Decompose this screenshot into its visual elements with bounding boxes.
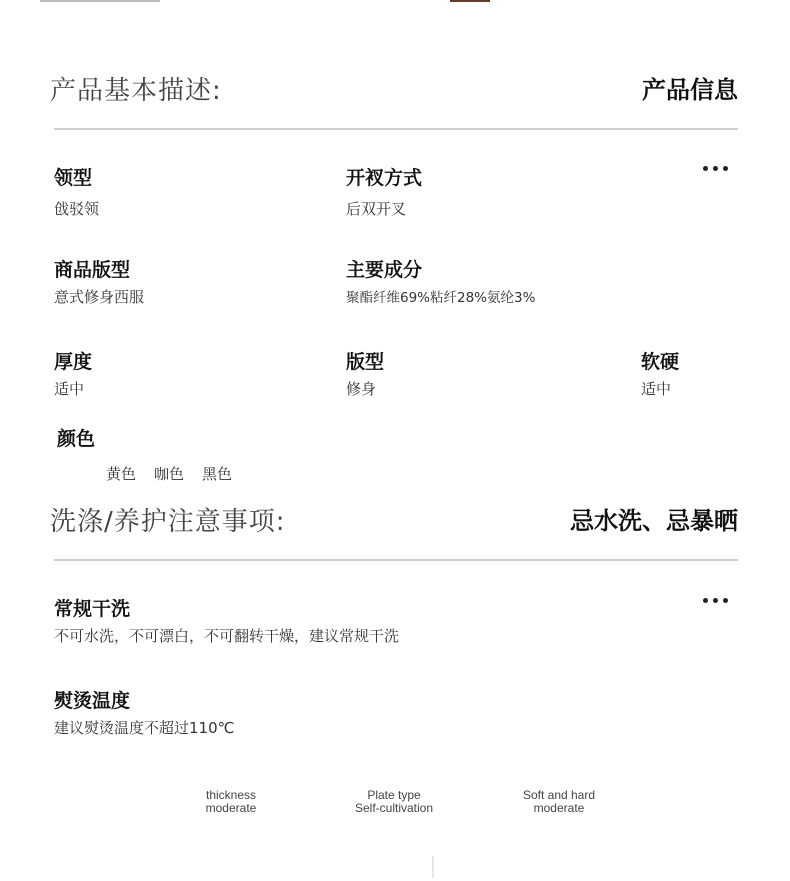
info-divider — [54, 128, 738, 130]
vent-value: 后双开叉 — [346, 200, 407, 218]
vent-label: 开衩方式 — [346, 167, 423, 189]
color-option-yellow[interactable]: 黄色 — [106, 465, 137, 483]
softness-label: 软硬 — [641, 351, 680, 373]
more-dots-icon[interactable] — [703, 166, 728, 171]
caption-plate-type: Plate type Self-cultivation — [354, 788, 434, 815]
care-section-title: 洗涤/养护注意事项: — [50, 507, 286, 537]
material-label: 主要成分 — [346, 259, 423, 281]
fit-label: 商品版型 — [54, 259, 131, 281]
bottom-decoration — [432, 856, 434, 878]
care-divider — [54, 559, 738, 561]
color-label: 颜色 — [57, 428, 96, 450]
thickness-value: 适中 — [54, 380, 85, 398]
info-section-right-title: 产品信息 — [642, 76, 738, 104]
color-option-black[interactable]: 黑色 — [202, 465, 233, 483]
collar-value: 戗驳领 — [54, 200, 100, 218]
caption-soft-hard: Soft and hard moderate — [522, 788, 596, 815]
top-edge-decoration-left — [40, 0, 160, 2]
washing-label: 常规干洗 — [54, 598, 131, 620]
care-section-right-title: 忌水洗、忌暴晒 — [570, 507, 738, 535]
collar-label: 领型 — [54, 167, 93, 189]
ironing-value: 建议熨烫温度不超过110℃ — [54, 719, 235, 737]
softness-value: 适中 — [641, 380, 672, 398]
caption-thickness: thickness moderate — [205, 788, 257, 815]
cut-label: 版型 — [346, 351, 385, 373]
info-section-title: 产品基本描述: — [50, 76, 222, 106]
material-value: 聚酯纤维69%粘纤28%氨纶3% — [346, 290, 536, 306]
cut-value: 修身 — [346, 380, 377, 398]
thickness-label: 厚度 — [54, 351, 93, 373]
fit-value: 意式修身西服 — [54, 288, 145, 306]
color-options — [106, 463, 232, 484]
color-option-brown[interactable]: 咖色 — [154, 465, 185, 483]
ironing-label: 熨烫温度 — [54, 690, 131, 712]
washing-value: 不可水洗，不可漂白，不可翻转干燥，建议常规干洗 — [54, 627, 400, 645]
top-edge-decoration-right — [450, 0, 490, 2]
more-dots-icon[interactable] — [703, 598, 728, 603]
